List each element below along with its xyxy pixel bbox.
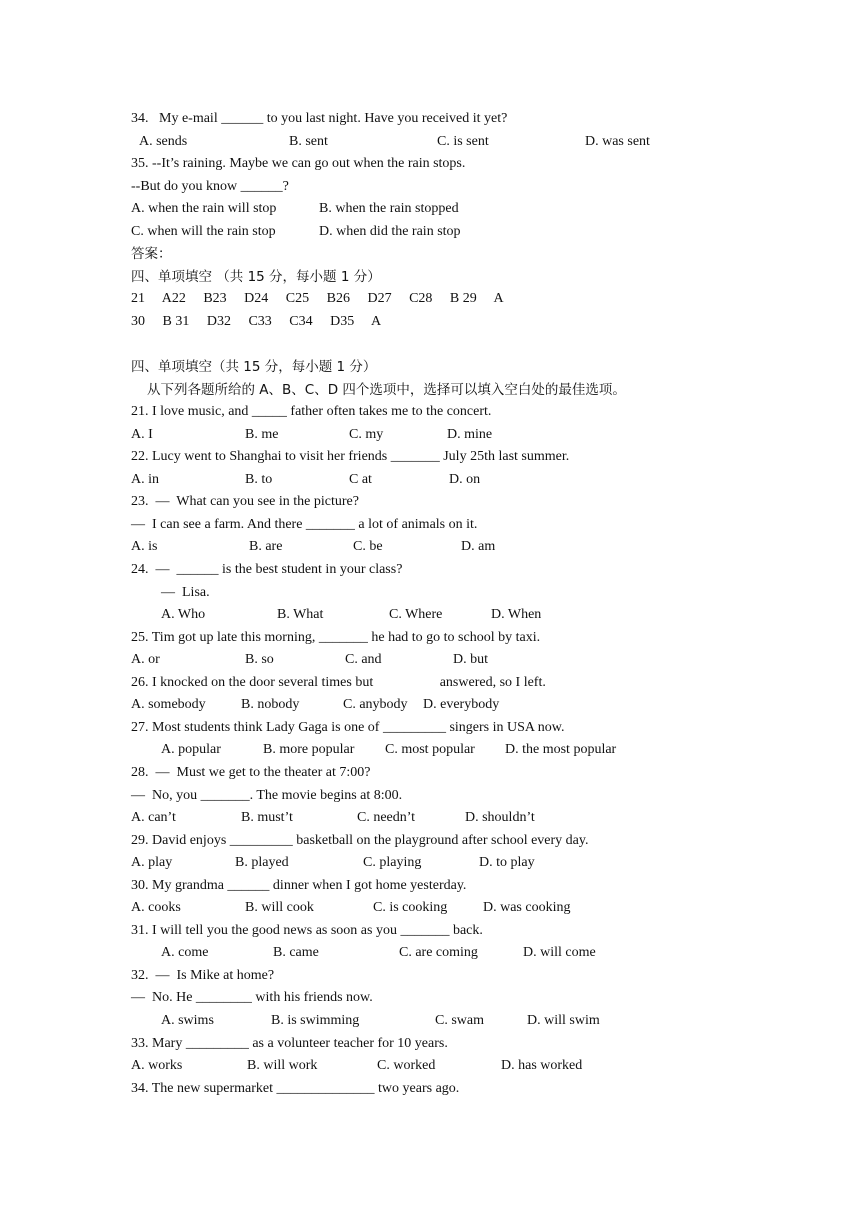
answer-option: D. but xyxy=(453,652,488,668)
answer-option: A. I xyxy=(131,426,153,442)
answer-option: B. me xyxy=(245,426,279,442)
question-line: — No, you _______. The movie begins at 8:00. xyxy=(131,787,403,803)
answer-option: C. my xyxy=(349,426,384,442)
question-line: 35. --It’s raining. Maybe we can go out when the rain stops. xyxy=(131,156,466,172)
answer-option: B. played xyxy=(235,855,289,871)
answer-option: D. will come xyxy=(523,945,596,961)
answer-option: A. cooks xyxy=(131,900,181,916)
answer-option: A. is xyxy=(131,539,158,555)
answer-option: C. when will the rain stop xyxy=(131,223,276,239)
answer-option: A. can’t xyxy=(131,810,176,826)
answer-option: D. everybody xyxy=(423,697,500,713)
answer-option: D. the most popular xyxy=(505,742,617,758)
question-line: --But do you know ______? xyxy=(131,178,289,194)
question-line: 34. The new supermarket ______________ two years ago. xyxy=(131,1080,460,1096)
question-line: 21. I love music, and _____ father often takes me to the concert. xyxy=(131,404,492,420)
answer-option: B. must’t xyxy=(241,810,293,826)
section-heading: 四、单项填空（共 15 分，每小题 1 分） xyxy=(131,359,377,376)
section-heading: 四、单项填空 （共 15 分，每小题 1 分） xyxy=(131,268,381,285)
answer-option: D. mine xyxy=(447,426,493,442)
question-line: 26. I knocked on the door several times but answered, so I left. xyxy=(131,674,546,690)
answer-option: D. will swim xyxy=(527,1013,600,1028)
question-line: 30. My grandma ______ dinner when I got home yesterday. xyxy=(131,877,467,893)
answer-option: D. on xyxy=(449,471,481,487)
answer-option: C. needn’t xyxy=(357,810,416,826)
answer-option: C. and xyxy=(345,652,382,668)
answer-option: B. will work xyxy=(247,1058,318,1074)
question-line: — No. He ________ with his friends now. xyxy=(131,990,373,1006)
question-line: 21 A22 B23 D24 C25 B26 D27 C28 B 29 A xyxy=(131,291,504,307)
answer-option: C. is cooking xyxy=(373,900,448,916)
question-line: 27. Most students think Lady Gaga is one of _________ singers in USA now. xyxy=(131,719,565,735)
answer-option: A. sends xyxy=(139,133,188,149)
question-line: — Lisa. xyxy=(161,584,210,600)
question-line: 33. Mary _________ as a volunteer teacher for 10 years. xyxy=(131,1035,448,1051)
answer-option: B. to xyxy=(245,471,273,487)
answer-option: C. most popular xyxy=(385,742,475,758)
answer-option: B. so xyxy=(245,652,274,668)
answer-option: D. shouldn’t xyxy=(465,810,535,826)
answer-option: D. was sent xyxy=(585,133,650,149)
answer-option: A. Who xyxy=(161,607,206,623)
answer-option: D. am xyxy=(461,539,496,555)
question-line: 22. Lucy went to Shanghai to visit her friends _______ July 25th last summer. xyxy=(131,449,570,465)
answer-option: D. was cooking xyxy=(483,900,571,916)
answer-option: A. somebody xyxy=(131,697,206,713)
answer-option: B. sent xyxy=(289,133,328,149)
answer-option: C. are coming xyxy=(399,945,478,961)
answer-option: B. What xyxy=(277,607,324,623)
answer-option: B. when the rain stopped xyxy=(319,201,459,217)
answer-option: B. is swimming xyxy=(271,1013,360,1028)
question-line: 28. — Must we get to the theater at 7:00? xyxy=(131,764,371,780)
answer-option: C. worked xyxy=(377,1058,436,1074)
answer-option: A. come xyxy=(161,945,209,961)
question-line: 29. David enjoys _________ basketball on the playground after school every day. xyxy=(131,832,589,848)
answer-option: C at xyxy=(349,471,372,487)
answer-option: B. came xyxy=(273,945,319,961)
answer-option: A. works xyxy=(131,1058,183,1074)
section-heading: 答案： xyxy=(131,246,172,263)
answer-option: A. play xyxy=(131,855,173,871)
answer-option: D. to play xyxy=(479,855,535,871)
question-line: 34. My e-mail ______ to you last night. Have you received it yet? xyxy=(131,111,508,126)
answer-option: B. are xyxy=(249,539,283,555)
answer-option: C. anybody xyxy=(343,697,408,713)
answer-option: C. Where xyxy=(389,607,443,623)
question-line: 23. — What can you see in the picture? xyxy=(131,494,359,510)
answer-option: B. will cook xyxy=(245,900,314,916)
answer-option: C. swam xyxy=(435,1013,484,1028)
section-heading: 从下列各题所给的 A、B、C、D 四个选项中，选择可以填入空白处的最佳选项。 xyxy=(147,381,626,398)
answer-option: C. playing xyxy=(363,855,422,871)
answer-option: A. when the rain will stop xyxy=(131,201,277,217)
question-line: 25. Tim got up late this morning, _______ he had to go to school by taxi. xyxy=(131,629,541,645)
answer-option: A. in xyxy=(131,471,159,487)
question-line: 32. — Is Mike at home? xyxy=(131,967,275,983)
answer-option: B. nobody xyxy=(241,697,300,713)
question-line: — I can see a farm. And there _______ a lot of animals on it. xyxy=(131,516,478,532)
answer-option: A. popular xyxy=(161,742,221,758)
answer-option: D. has worked xyxy=(501,1058,583,1074)
answer-option: A. swims xyxy=(161,1013,214,1028)
answer-option: A. or xyxy=(131,652,160,668)
question-line: 31. I will tell you the good news as soon as you _______ back. xyxy=(131,922,483,938)
question-line: 30 B 31 D32 C33 C34 D35 A xyxy=(131,313,382,329)
answer-option: C. is sent xyxy=(437,133,489,149)
answer-option: D. When xyxy=(491,607,542,623)
question-line: 24. — ______ is the best student in your class? xyxy=(131,562,403,577)
answer-option: C. be xyxy=(353,539,383,555)
answer-option: D. when did the rain stop xyxy=(319,223,461,239)
answer-option: B. more popular xyxy=(263,742,355,758)
